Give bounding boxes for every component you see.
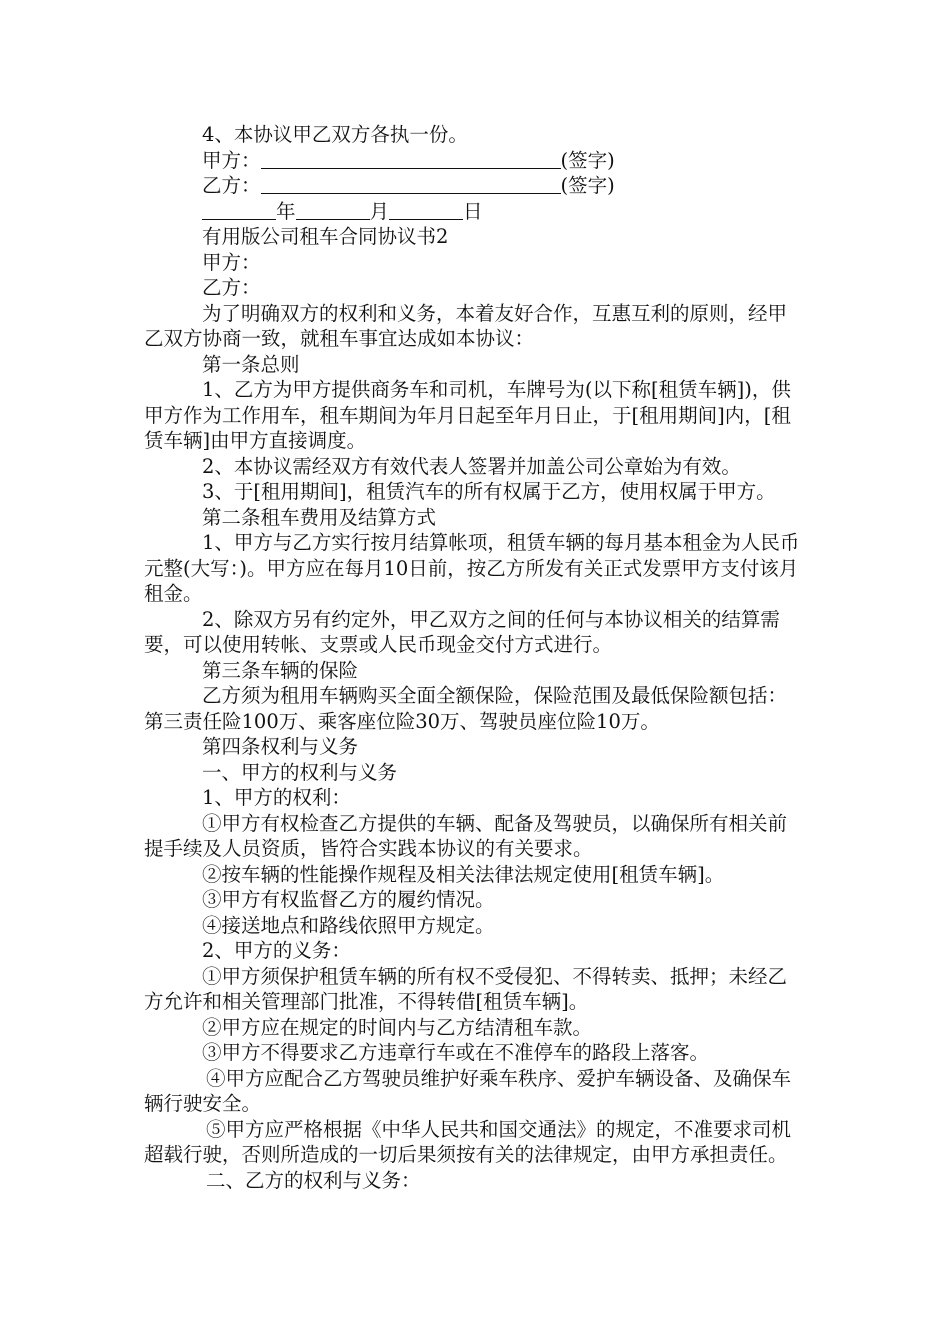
party-a-duties-heading: 2、甲方的义务：: [202, 939, 351, 962]
document-page: [144, 122, 806, 1193]
party-a-duty-2: ②甲方应在规定的时间内与乙方结清租车款。: [202, 1015, 593, 1039]
article-1-heading: 第一条总则: [202, 352, 300, 376]
date-year-label: 年: [276, 199, 296, 223]
date-day-blank[interactable]: [389, 201, 463, 220]
party-a: 甲方：: [202, 250, 261, 274]
article-2-clause-1: 1、甲方与乙方实行按月结算帐项，租赁车辆的每月基本租金为人民币元整(大写：)。甲方应在每月10日前，按乙方所发有关正式发票甲方支付该月租金。: [144, 531, 800, 605]
signature-a-label: 甲方：: [202, 148, 261, 172]
signature-b-blank[interactable]: [261, 175, 561, 194]
article-4-heading: 第四条权利与义务: [202, 735, 359, 758]
party-b: 乙方：: [202, 276, 261, 299]
signature-a-blank[interactable]: [261, 150, 561, 169]
article-1-clause-2: 2、本协议需经双方有效代表人签署并加盖公司公章始为有效。: [202, 454, 741, 478]
signature-party-b: [144, 173, 806, 199]
article-2-clause-2: 2、除双方另有约定外，甲乙双方之间的任何与本协议相关的结算需要，可以使用转帐、支票或人民币现金交付方式进行。: [144, 607, 780, 656]
article-1-clause-3: 3、于[租用期间]，租赁汽车的所有权属于乙方，使用权属于甲方。: [202, 480, 776, 503]
signature-a-suffix: (签字): [560, 148, 615, 172]
signature-b-label: 乙方：: [202, 174, 261, 197]
article-4-section-a: 一、甲方的权利与义务: [202, 760, 398, 784]
party-a-duty-3: ③甲方不得要求乙方违章行车或在不准停车的路段上落客。: [202, 1041, 710, 1064]
signature-b-suffix: (签字): [560, 174, 615, 197]
article-1-clause-1: 1、乙方为甲方提供商务车和司机，车牌号为(以下称[租赁车辆])，供甲方作为工作用车，租车期间为年月日起至年月日止，于[租用期间]内，[租赁车辆]由甲方直接调度。: [144, 378, 791, 452]
article-3-clause-1: 乙方须为租用车辆购买全面全额保险，保险范围及最低保险额包括：第三责任险100万、乘客座位险30万、驾驶员座位险10万。: [144, 684, 788, 733]
article-2-heading: 第二条租车费用及结算方式: [202, 505, 437, 529]
party-a-right-4: ④接送地点和路线依照甲方规定。: [202, 913, 495, 937]
contract-title: 有用版公司租车合同协议书2: [202, 225, 449, 248]
date-line: [144, 199, 806, 225]
party-a-right-1: ①甲方有权检查乙方提供的车辆、配备及驾驶员，以确保所有相关前提手续及人员资质，皆符合实践本协议的有关要求。: [144, 811, 788, 860]
clause-copies: 4、本协议甲乙双方各执一份。: [202, 123, 468, 146]
intro-paragraph: 为了明确双方的权利和义务，本着友好合作，互惠互利的原则，经甲乙双方协商一致，就租车事宜达成如本协议：: [144, 301, 788, 350]
party-a-right-2: ②按车辆的性能操作规程及相关法律法规定使用[租赁车辆]。: [202, 862, 725, 886]
date-day-label: 日: [463, 199, 483, 223]
date-month-blank[interactable]: [296, 201, 370, 220]
signature-party-a: [144, 148, 806, 174]
party-a-rights-heading: 1、甲方的权利：: [202, 786, 351, 809]
date-year-blank[interactable]: [202, 201, 276, 220]
article-3-heading: 第三条车辆的保险: [202, 658, 359, 682]
party-a-right-3: ③甲方有权监督乙方的履约情况。: [202, 888, 495, 911]
party-a-duty-5: ⑤甲方应严格根据《中华人民共和国交通法》的规定，不准要求司机超载行驶，否则所造成的一切后果须按有关的法律规定，由甲方承担责任。: [144, 1117, 792, 1166]
party-a-duty-1: ①甲方须保护租赁车辆的所有权不受侵犯、不得转卖、抵押；未经乙方允许和相关管理部门批准，不得转借[租赁车辆]。: [144, 964, 788, 1013]
party-a-duty-4: ④甲方应配合乙方驾驶员维护好乘车秩序、爱护车辆设备、及确保车辆行驶安全。: [144, 1066, 792, 1115]
article-4-section-b: 二、乙方的权利与义务：: [206, 1168, 421, 1192]
date-month-label: 月: [369, 199, 390, 223]
